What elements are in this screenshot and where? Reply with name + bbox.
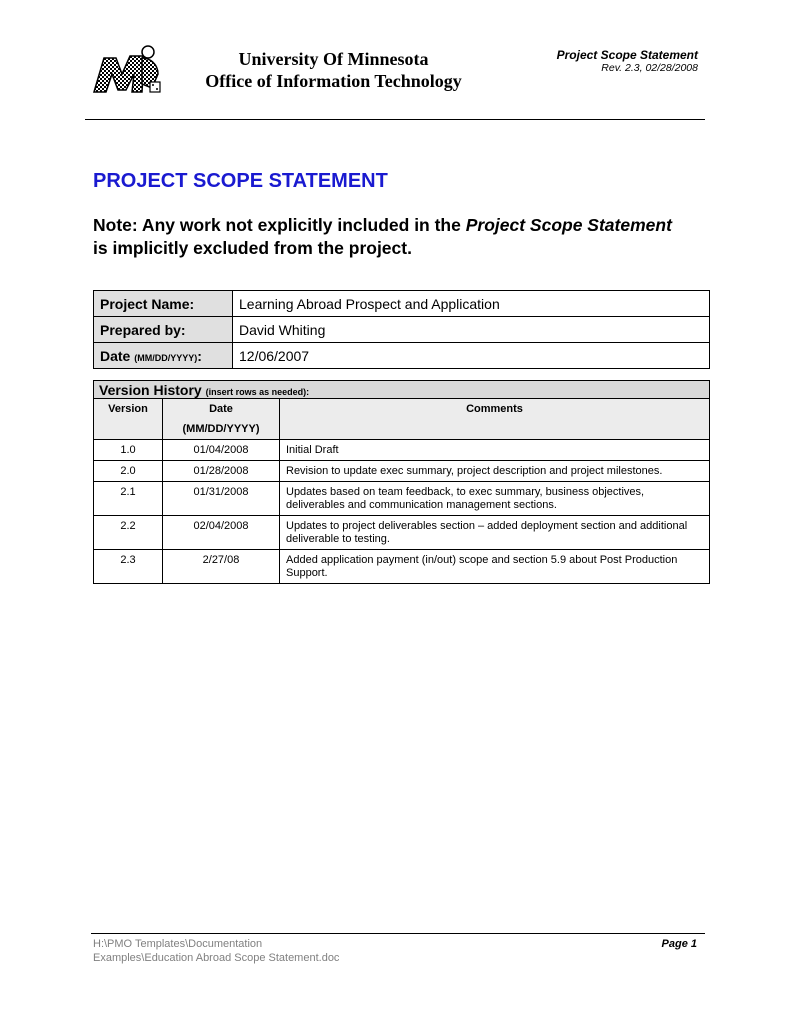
table-row bbox=[94, 440, 710, 461]
page-number: Page 1 bbox=[661, 938, 697, 950]
table-row bbox=[94, 461, 710, 482]
table-row bbox=[94, 516, 710, 550]
table-row bbox=[94, 550, 710, 584]
date-cell: 01/04/2008 bbox=[163, 440, 280, 461]
comment-cell: Updates to project deliverables section – added deployment section and additional deliverable to testing. bbox=[280, 516, 710, 550]
project-name-label: Project Name: bbox=[94, 291, 233, 317]
table-row bbox=[94, 482, 710, 516]
date-cell: 01/31/2008 bbox=[163, 482, 280, 516]
comment-cell: Added application payment (in/out) scope and section 5.9 about Post Production Support. bbox=[280, 550, 710, 584]
header-doc-title: Project Scope Statement bbox=[556, 48, 698, 62]
comment-cell: Revision to update exec summary, project description and project milestones. bbox=[280, 461, 710, 482]
header-divider bbox=[85, 119, 705, 120]
version-cell: 2.2 bbox=[94, 516, 163, 550]
date-value: 12/06/2007 bbox=[233, 343, 710, 369]
note-emphasis: Project Scope Statement bbox=[465, 215, 672, 235]
date-cell: 02/04/2008 bbox=[163, 516, 280, 550]
office-name: Office of Information Technology bbox=[205, 71, 462, 91]
footer-file-path bbox=[93, 937, 339, 965]
footer-divider bbox=[91, 933, 705, 934]
version-history-table bbox=[93, 380, 710, 584]
university-logo-icon bbox=[92, 44, 164, 96]
page-title: PROJECT SCOPE STATEMENT bbox=[93, 170, 388, 192]
comment-cell: Updates based on team feedback, to exec summary, business objectives, deliverables and communication management sections. bbox=[280, 482, 710, 516]
column-header-version: Version bbox=[94, 399, 163, 440]
prepared-by-value: David Whiting bbox=[233, 317, 710, 343]
version-history-hint: (insert rows as needed): bbox=[205, 386, 310, 397]
date-label-cell bbox=[94, 343, 233, 369]
header-revision: Rev. 2.3, 02/28/2008 bbox=[601, 62, 698, 74]
comment-cell: Initial Draft bbox=[280, 440, 710, 461]
note-prefix: Note: Any work not explicitly included in the bbox=[93, 215, 466, 235]
project-info-table bbox=[93, 290, 710, 369]
column-header-comments: Comments bbox=[280, 399, 710, 440]
footer-path-line-2: Examples\Education Abroad Scope Statement.doc bbox=[93, 952, 340, 964]
project-name-value: Learning Abroad Prospect and Application bbox=[233, 291, 710, 317]
date-cell: 2/27/08 bbox=[163, 550, 280, 584]
version-cell: 2.3 bbox=[94, 550, 163, 584]
footer-path-line-1: H:\PMO Templates\Documentation bbox=[93, 938, 263, 950]
version-cell: 2.0 bbox=[94, 461, 163, 482]
table-row bbox=[94, 291, 710, 317]
scope-note bbox=[93, 214, 713, 260]
header-doc-info bbox=[557, 48, 698, 75]
date-label: Date bbox=[100, 347, 131, 364]
prepared-by-label: Prepared by: bbox=[94, 317, 233, 343]
column-header-date-label: Date bbox=[209, 403, 233, 415]
table-row bbox=[94, 317, 710, 343]
table-row bbox=[94, 343, 710, 369]
date-colon: : bbox=[197, 347, 202, 364]
version-cell: 2.1 bbox=[94, 482, 163, 516]
university-name: University Of Minnesota bbox=[238, 49, 429, 69]
version-history-header-row bbox=[94, 381, 710, 399]
version-history-title bbox=[94, 381, 710, 399]
date-cell: 01/28/2008 bbox=[163, 461, 280, 482]
column-header-row bbox=[94, 399, 710, 440]
column-header-date-format: (MM/DD/YYYY) bbox=[182, 423, 260, 435]
institution-name bbox=[180, 48, 487, 92]
version-history-label: Version History bbox=[99, 381, 202, 398]
column-header-date bbox=[163, 399, 280, 440]
date-format-hint: (MM/DD/YYYY) bbox=[134, 352, 198, 363]
note-suffix: is implicitly excluded from the project. bbox=[93, 238, 412, 258]
version-cell: 1.0 bbox=[94, 440, 163, 461]
